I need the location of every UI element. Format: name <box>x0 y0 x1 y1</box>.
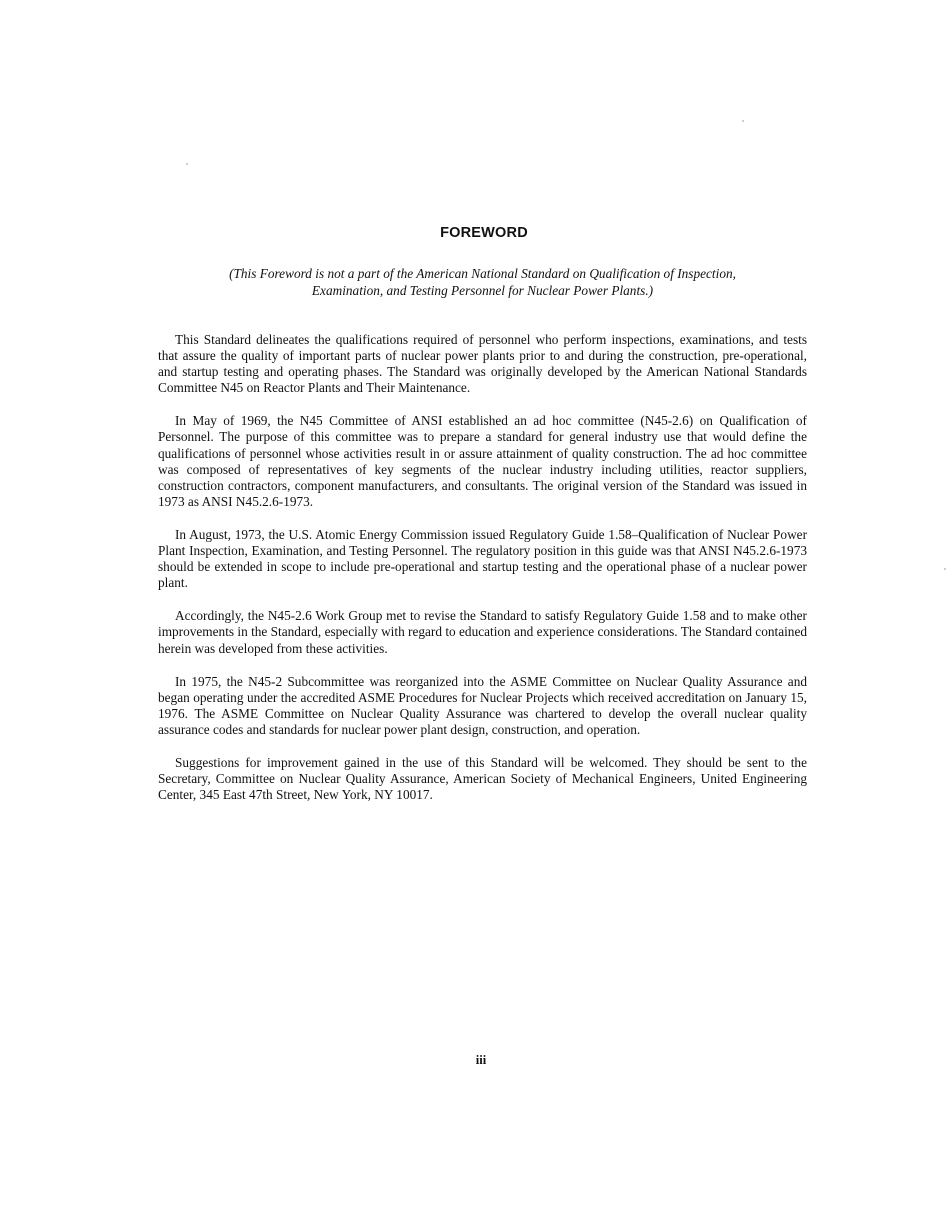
paragraph-work-group: Accordingly, the N45-2.6 Work Group met to revise the Standard to satisfy Regulatory Guide 1.58 and to make other improvements in the Standard, especially with regard to education and experience considerations. The Standard contained herein was developed from these activities. <box>158 608 807 656</box>
paragraph-suggestions: Suggestions for improvement gained in the use of this Standard will be welcomed. They should be sent to the Secretary, Committee on Nuclear Quality Assurance, American Society of Mechanical Engineers, United Engineering Center, 345 East 47th Street, New York, NY 10017. <box>158 754 807 803</box>
paragraph-regulatory-guide: In August, 1973, the U.S. Atomic Energy Commission issued Regulatory Guide 1.58–Qualification of Nuclear Power Plant Inspection, Examination, and Testing Personnel. The regulatory position in this guide was that ANSI N45.2.6-1973 should be extended in scope to include pre-operational and startup testing and the operational phase of a nuclear power plant. <box>158 526 807 591</box>
paragraph-purpose: This Standard delineates the qualifications required of personnel who perform inspections, examinations, and tests that assure the quality of important parts of nuclear power plants prior to and during the construction, pre-operational, and startup testing and operating phases. The Standard was originally developed by the American National Standards Committee N45 on Reactor Plants and Their Maintenance. <box>158 332 807 396</box>
foreword-note <box>170 266 795 299</box>
foreword-note-line: Examination, and Testing Personnel for Nuclear Power Plants.) <box>311 282 654 298</box>
scan-speck <box>742 120 744 122</box>
foreword-body <box>158 332 807 820</box>
foreword-note-line: (This Foreword is not a part of the American National Standard on Qualification of Inspection, <box>229 266 736 281</box>
page-number: iii <box>475 1053 487 1067</box>
scan-speck <box>186 163 188 165</box>
foreword-title: FOREWORD <box>440 224 528 241</box>
paragraph-asme-committee: In 1975, the N45-2 Subcommittee was reorganized into the ASME Committee on Nuclear Quality Assurance and began operating under the accredited ASME Procedures for Nuclear Projects which received accreditation on January 15, 1976. The ASME Committee on Nuclear Quality Assurance was chartered to develop the overall nuclear quality assurance codes and standards for nuclear power plant design, construction, and operation. <box>158 673 807 737</box>
paragraph-ad-hoc-committee: In May of 1969, the N45 Committee of ANSI established an ad hoc committee (N45-2.6) on Qualification of Personnel. The purpose of this committee was to prepare a standard for general industry use that would define the qualifications of personnel whose activities result in or assure attainment of quality construction. The ad hoc committee was composed of representatives of key segments of the nuclear industry including utilities, reactor suppliers, construction contractors, component manufacturers, and consultants. The original version of the Standard was issued in 1973 as ANSI N45.2.6-1973. <box>158 413 807 509</box>
scan-speck <box>944 568 946 570</box>
